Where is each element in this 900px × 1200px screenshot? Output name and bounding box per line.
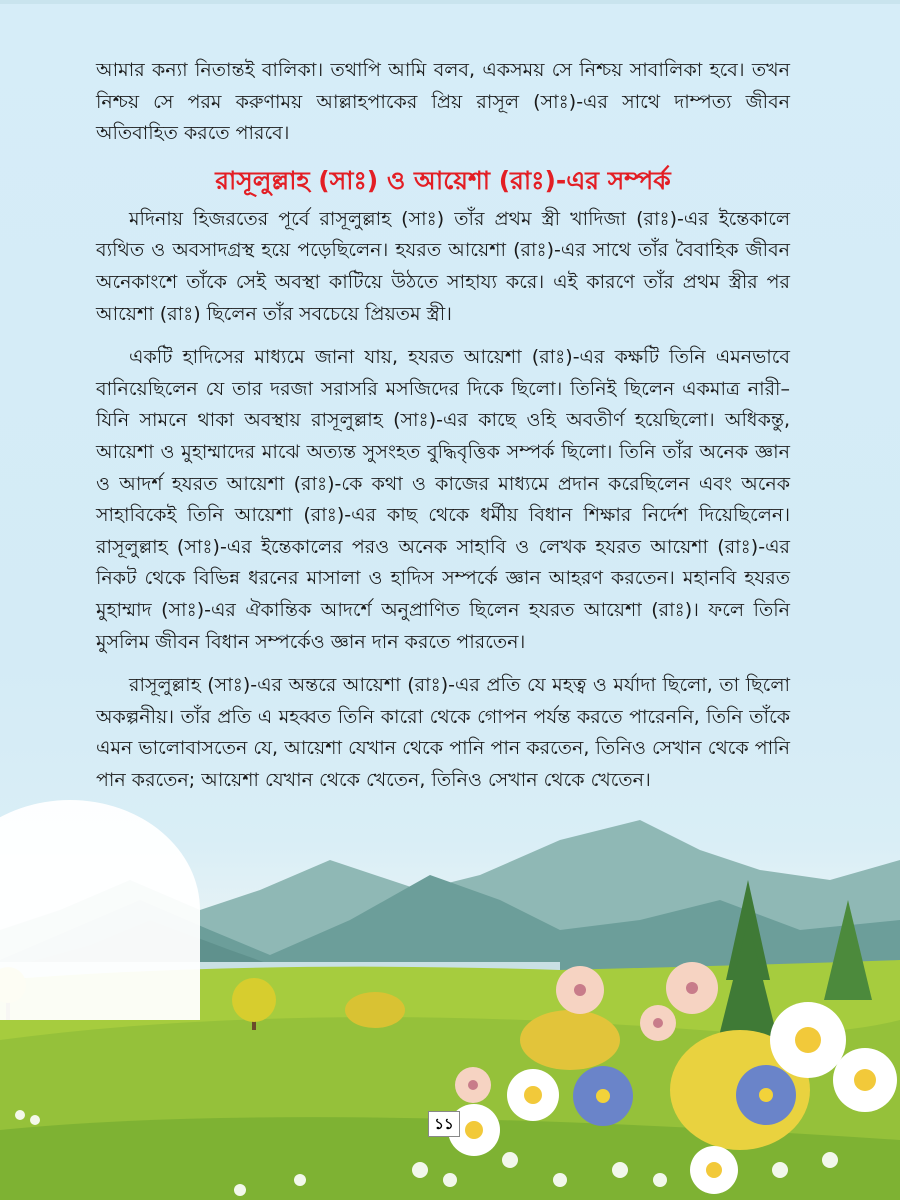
top-edge	[0, 0, 900, 4]
page-number: ১১	[428, 1111, 460, 1137]
intro-paragraph: আমার কন্যা নিতান্তই বালিকা। তথাপি আমি বলব, একসময় সে নিশ্চয় সাবালিকা হবে। তখন নিশ্চয় সে পরম করুণাময় আল্লাহপাকের প্রিয় রাসূল (সাঃ)-এর সাথে দাম্পত্য জীবন অতিবাহিত করতে পারবে।	[96, 59, 790, 145]
paragraph-gap	[96, 330, 790, 342]
body-paragraph-1: মদিনায় হিজরতের পূর্বে রাসূলুল্লাহ (সাঃ) তাঁর প্রথম স্ত্রী খাদিজা (রাঃ)-এর ইন্তেকালে ব্যথিত ও অবসাদগ্রস্থ হয়ে পড়েছিলেন। হযরত আয়েশা (রাঃ)-এর সাথে তাঁর বৈবাহিক জীবন অনেকাংশে তাঁকে সেই অবস্থা কাটিয়ে উঠতে সাহায্য করে। এই কারণে তাঁর প্রথম স্ত্রীর পর আয়েশা (রাঃ) ছিলেন তাঁর সবচেয়ে প্রিয়তম স্ত্রী।	[96, 207, 790, 325]
document-body	[96, 55, 790, 796]
body-paragraph-3: রাসূলুল্লাহ (সাঃ)-এর অন্তরে আয়েশা (রাঃ)-এর প্রতি যে মহত্ব ও মর্যাদা ছিলো, তা ছিলো অকল্পনীয়। তাঁর প্রতি এ মহব্বত তিনি কারো থেকে গোপন পর্যন্ত করতে পারেননি, তিনি তাঁকে এমন ভালোবাসতেন যে, আয়েশা যেখান থেকে পানি পান করতেন, তিনিও সেখান থেকে পানি পান করতেন; আয়েশা যেখান থেকে খেতেন, তিনিও সেখান থেকে খেতেন।	[96, 674, 790, 791]
section-heading: রাসূলুল্লাহ (সাঃ) ও আয়েশা (রাঃ)-এর সম্পর্ক	[215, 165, 671, 195]
body-paragraph-2: একটি হাদিসের মাধ্যমে জানা যায়, হযরত আয়েশা (রাঃ)-এর কক্ষটি তিনি এমনভাবে বানিয়েছিলেন যে তার দরজা সরাসরি মসজিদের দিকে ছিলো। তিনিই ছিলেন একমাত্র নারী– যিনি সামনে থাকা অবস্থায় রাসূলুল্লাহ (সাঃ)-এর কাছে ওহি অবতীর্ণ হয়েছিলো। অধিকন্তু, আয়েশা ও মুহাম্মাদের মাঝে অত্যন্ত সুসংহত বুদ্ধিবৃত্তিক সম্পর্ক ছিলো। তিনি তাঁর অনেক জ্ঞান ও আদর্শ হযরত আয়েশা (রাঃ)-কে কথা ও কাজের মাধ্যমে প্রদান করেছিলেন এবং অনেক সাহাবিকেই তিনি আয়েশা (রাঃ)-এর কাছ থেকে ধর্মীয় বিধান শিক্ষার নির্দেশ দিয়েছিলেন। রাসূলুল্লাহ (সাঃ)-এর ইন্তেকালের পরও অনেক সাহাবি ও লেখক হযরত আয়েশা (রাঃ)-এর নিকট থেকে বিভিন্ন ধরনের মাসালা ও হাদিস সম্পর্কে জ্ঞান আহরণ করতেন। মহানবি হযরত মুহাম্মাদ (সাঃ)-এর ঐকান্তিক আদর্শে অনুপ্রাণিত ছিলেন হযরত আয়েশা (রাঃ)। ফলে তিনি মুসলিম জীবন বিধান সম্পর্কেও জ্ঞান দান করতে পারতেন।	[96, 346, 790, 653]
paragraph-gap	[96, 658, 790, 670]
